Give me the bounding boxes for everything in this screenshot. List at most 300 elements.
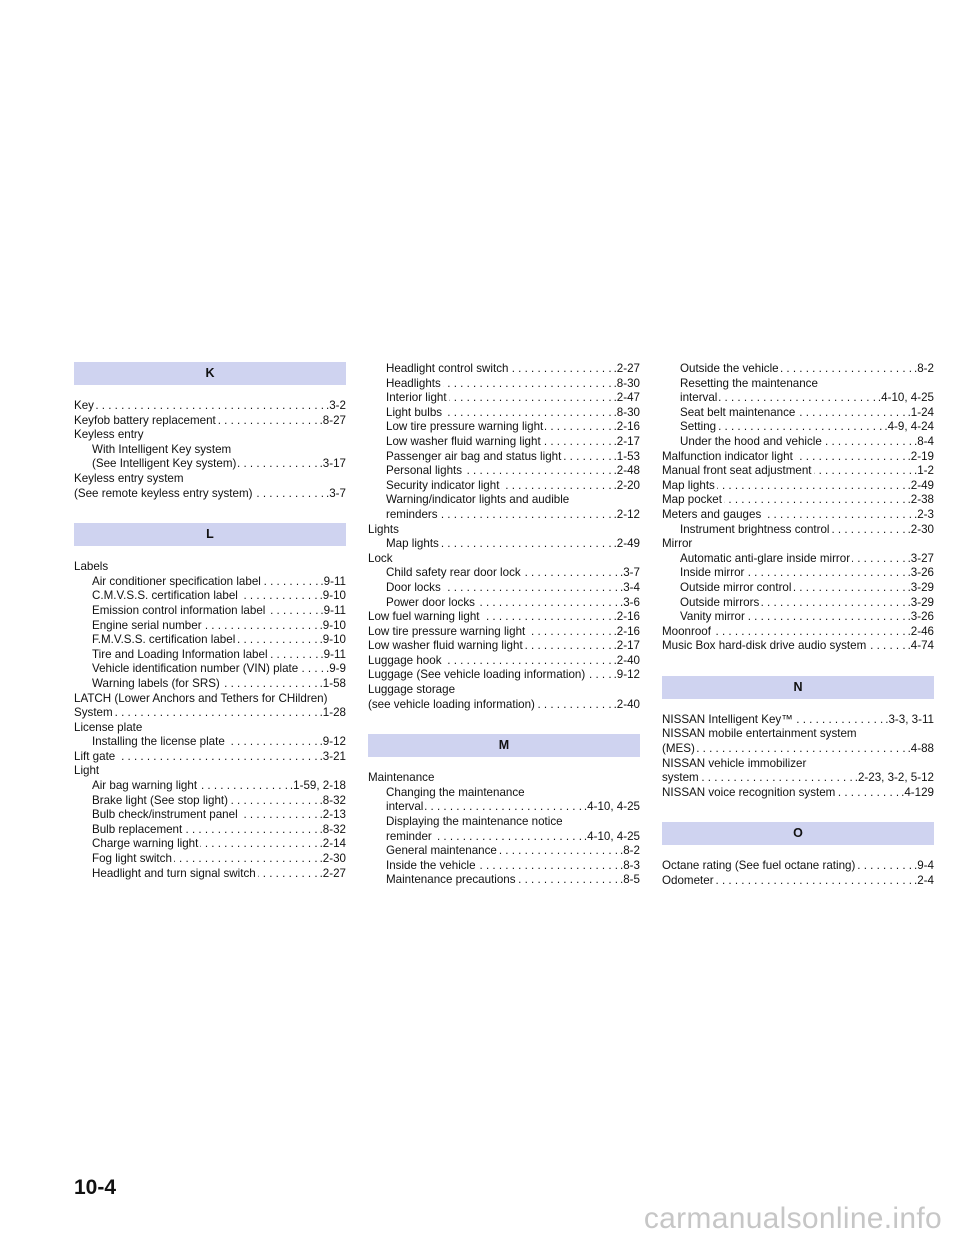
index-entry-page: .4-129 <box>901 785 934 799</box>
index-entry-page: .2-12 <box>613 507 640 521</box>
dot-leader <box>230 794 318 809</box>
index-heading: Light <box>74 764 100 778</box>
index-entry <box>368 625 640 640</box>
index-entry-label: interval <box>680 391 718 405</box>
index-entry <box>74 633 346 648</box>
index-entry-label: Low washer fluid warning light <box>386 434 541 448</box>
dot-leader <box>713 625 906 640</box>
index-entry <box>662 596 934 611</box>
dot-leader <box>716 874 912 889</box>
index-entry <box>662 406 934 421</box>
index-entry <box>662 610 934 625</box>
index-entry-label: NISSAN voice recognition system <box>662 785 836 799</box>
index-entry-page: .2-30 <box>319 852 346 866</box>
index-entry-page: .8-32 <box>319 822 346 836</box>
index-entry-page: .4-10, 4-25 <box>877 391 934 405</box>
index-heading: Lights <box>368 522 399 536</box>
index-entry-page: .2-30 <box>907 522 934 536</box>
index-entry <box>368 362 640 377</box>
dot-leader <box>258 867 318 882</box>
page-number: 10-4 <box>74 1176 117 1199</box>
index-entry <box>74 648 346 663</box>
index-heading: LATCH (Lower Anchors and Tethers for CHildren) <box>74 691 328 705</box>
section-letter-band: L <box>74 523 346 546</box>
index-entry <box>74 735 346 750</box>
dot-leader <box>184 823 317 838</box>
dot-leader <box>237 633 317 648</box>
index-entry-page: .9-10 <box>319 618 346 632</box>
dot-leader <box>543 435 612 450</box>
index-entry <box>74 399 346 414</box>
index-entry-label: C.M.V.S.S. certification label <box>92 589 238 603</box>
index-entry <box>662 581 934 596</box>
index-entry <box>368 435 640 450</box>
index-heading: NISSAN vehicle immobilizer <box>662 756 807 770</box>
index-entry-page: .2-40 <box>613 697 640 711</box>
index-entry-page: .2-40 <box>613 653 640 667</box>
index-entry-label: Child safety rear door lock <box>386 566 521 580</box>
index-heading: NISSAN mobile entertainment system <box>662 727 857 741</box>
index-entry-page: .8-5 <box>620 873 640 887</box>
dot-leader <box>199 779 288 794</box>
index-entry-page: .8-2 <box>620 844 640 858</box>
index-entry-page: .9-12 <box>319 735 346 749</box>
index-entry-label: Octane rating (See fuel octane rating) <box>662 859 856 873</box>
dot-leader <box>868 639 905 654</box>
index-entry <box>74 706 346 721</box>
index-entry-label: Bulb check/instrument panel <box>92 808 238 822</box>
dot-leader <box>832 523 906 538</box>
dot-leader <box>795 450 906 465</box>
index-entry <box>368 859 640 874</box>
index-entry-label: Personal lights <box>386 464 463 478</box>
index-entry-label: F.M.V.S.S. certification label <box>92 633 236 647</box>
index-entry <box>74 779 346 794</box>
index-entry <box>74 604 346 619</box>
index-entry-page: .2-4 <box>914 874 934 888</box>
dot-leader <box>478 859 618 874</box>
index-entry-page: .8-4 <box>914 434 934 448</box>
index-heading: With Intelligent Key system <box>92 442 232 456</box>
dot-leader <box>425 800 582 815</box>
index-entry <box>662 508 934 523</box>
index-entry-page: .2-14 <box>319 837 346 851</box>
index-entry-label: Headlights <box>386 376 441 390</box>
index-entry <box>662 786 934 801</box>
index-entry <box>662 639 934 654</box>
index-entry <box>74 677 346 692</box>
index-entry <box>368 830 640 845</box>
dot-leader <box>724 493 906 508</box>
index-entry <box>368 654 640 669</box>
dot-leader <box>797 406 905 421</box>
index-entry <box>368 450 640 465</box>
dot-leader <box>300 662 324 677</box>
index-entry-page: .2-27 <box>319 866 346 880</box>
index-entry <box>368 508 640 523</box>
dot-leader <box>449 391 612 406</box>
index-heading: Keyless entry <box>74 428 144 442</box>
index-entry-page: .2-16 <box>613 420 640 434</box>
index-entry <box>368 800 640 815</box>
index-heading: Maintenance <box>368 771 435 785</box>
dot-leader <box>270 648 319 663</box>
dot-leader <box>444 406 611 421</box>
index-entry-label: Under the hood and vehicle <box>680 434 822 448</box>
section-letter-band: M <box>368 734 640 757</box>
index-entry-label: Music Box hard-disk drive audio system <box>662 639 867 653</box>
index-entry <box>74 662 346 677</box>
index-entry <box>662 420 934 435</box>
index-entry-label: Security indicator light <box>386 478 500 492</box>
index-entry <box>368 639 640 654</box>
dot-leader <box>204 619 318 634</box>
index-entry-page: .9-11 <box>320 603 346 617</box>
index-entry-label: Automatic anti-glare inside mirror <box>680 551 851 565</box>
index-heading: Resetting the maintenance <box>680 376 818 390</box>
dot-leader <box>254 487 324 502</box>
index-entry-page: .8-3 <box>620 858 640 872</box>
index-entry <box>74 808 346 823</box>
index-entry-label: Key <box>74 399 94 412</box>
index-entry <box>662 566 934 581</box>
index-entry-page: .1-53 <box>613 449 640 463</box>
index-entry-label: (See Intelligent Key system) <box>92 457 237 471</box>
index-entry-page: .9-4 <box>914 859 934 873</box>
index-entry-label: Map lights <box>662 478 715 492</box>
index-entry-label: reminders <box>386 507 438 521</box>
index-entry-label: Engine serial number <box>92 618 202 632</box>
index-entry-label: Malfunction indicator light <box>662 449 793 463</box>
index-entry-label: reminder <box>386 829 432 843</box>
index-entry-label: Map pocket <box>662 493 722 507</box>
index-entry-label: Manual front seat adjustment <box>662 464 812 478</box>
index-entry-page: .4-88 <box>907 742 934 756</box>
index-entry-label: Fog light switch <box>92 852 172 866</box>
index-entry <box>368 566 640 581</box>
index-entry-label: Inside the vehicle <box>386 858 476 872</box>
dot-leader <box>174 852 318 867</box>
index-entry-label: Outside mirror control <box>680 580 792 594</box>
index-entry-page: .3-26 <box>907 610 934 624</box>
index-entry-page: .3-4 <box>620 580 640 594</box>
dot-leader <box>440 508 612 523</box>
dot-leader <box>117 750 317 765</box>
index-entry-label: Light bulbs <box>386 405 443 419</box>
index-entry <box>74 794 346 809</box>
dot-leader <box>518 873 618 888</box>
index-entry-label: Installing the license plate <box>92 735 225 749</box>
index-entry-page: .9-11 <box>320 574 346 588</box>
index-entry <box>74 487 346 502</box>
dot-leader <box>240 808 318 823</box>
dot-leader <box>527 625 611 640</box>
index-entry-page: .4-9, 4-24 <box>884 420 934 434</box>
dot-leader <box>852 552 905 567</box>
index-entry-page: .9-10 <box>319 633 346 647</box>
index-entry-page: .3-7 <box>620 566 640 580</box>
dot-leader <box>701 771 853 786</box>
index-entry <box>368 420 640 435</box>
index-heading: Displaying the maintenance notice <box>386 815 563 829</box>
index-entry-page: .2-27 <box>613 362 640 375</box>
index-entry-page: .8-32 <box>319 793 346 807</box>
dot-leader <box>200 837 317 852</box>
index-entry-page: .2-17 <box>613 434 640 448</box>
dot-leader <box>499 844 618 859</box>
index-entry-page: .2-17 <box>613 639 640 653</box>
index-entry-page: .3-7 <box>326 486 346 500</box>
dot-leader <box>464 464 612 479</box>
index-entry-page: .9-9 <box>326 662 346 676</box>
index-entry <box>368 537 640 552</box>
index-entry-label: Maintenance precautions <box>386 873 516 887</box>
index-entry-label: Meters and gauges <box>662 507 762 521</box>
index-entry-label: System <box>74 706 113 720</box>
dot-leader <box>218 414 318 429</box>
index-entry <box>74 619 346 634</box>
index-entry <box>662 362 934 377</box>
index-entry-label: Emission control information label <box>92 603 266 617</box>
index-entry <box>74 589 346 604</box>
dot-leader <box>267 604 318 619</box>
index-entry <box>368 479 640 494</box>
index-entry <box>662 742 934 757</box>
index-heading: Changing the maintenance <box>386 785 525 799</box>
index-entry <box>368 596 640 611</box>
index-entry <box>368 377 640 392</box>
index-column-2 <box>368 362 640 888</box>
index-entry-label: Outside the vehicle <box>680 362 779 375</box>
index-entry-label: Setting <box>680 420 717 434</box>
index-entry-page: .2-47 <box>613 391 640 405</box>
index-entry <box>662 391 934 406</box>
index-entry-page: .8-27 <box>319 413 346 427</box>
index-entry-label: Tire and Loading Information label <box>92 647 268 661</box>
watermark: carmanualsonline.info <box>643 1202 942 1235</box>
index-entry <box>662 771 934 786</box>
index-heading: License plate <box>74 720 143 734</box>
index-entry-page: .2-49 <box>907 478 934 492</box>
index-entry-page: .2-48 <box>613 464 640 478</box>
index-entry-label: Warning labels (for SRS) <box>92 676 220 690</box>
index-entry-label: Power door locks <box>386 595 475 609</box>
dot-leader <box>795 713 883 728</box>
index-entry-label: Headlight and turn signal switch <box>92 866 256 880</box>
dot-leader <box>444 654 612 669</box>
index-entry <box>368 698 640 713</box>
index-entry <box>368 391 640 406</box>
index-entry <box>662 552 934 567</box>
dot-leader <box>857 859 912 874</box>
index-column-1 <box>74 362 346 881</box>
index-entry <box>74 852 346 867</box>
index-entry-label: interval <box>386 800 424 814</box>
index-heading: Labels <box>74 560 109 574</box>
index-entry-page: .2-46 <box>907 624 934 638</box>
index-entry-label: Map lights <box>386 537 439 551</box>
index-entry-page: .3-2 <box>326 399 346 412</box>
index-entry-label: (See remote keyless entry system) <box>74 486 253 500</box>
index-entry-label: Door locks <box>386 580 441 594</box>
dot-leader <box>717 479 906 494</box>
index-entry-label: General maintenance <box>386 844 497 858</box>
index-entry <box>74 837 346 852</box>
index-entry-label: Outside mirrors <box>680 595 760 609</box>
index-entry-label: Air conditioner specification label <box>92 574 261 588</box>
index-entry-page: .9-12 <box>613 668 640 682</box>
index-entry-page: .2-16 <box>613 624 640 638</box>
index-entry-label: Keyfob battery replacement <box>74 413 216 427</box>
dot-leader <box>443 377 612 392</box>
index-entry-page: .2-38 <box>907 493 934 507</box>
index-entry-label: Inside mirror <box>680 566 745 580</box>
dot-leader <box>719 391 876 406</box>
index-entry <box>368 464 640 479</box>
index-entry <box>368 406 640 421</box>
index-entry-label: Instrument brightness control <box>680 522 830 536</box>
index-entry <box>662 874 934 889</box>
dot-leader <box>781 362 912 377</box>
dot-leader <box>587 668 611 683</box>
index-entry-page: .2-19 <box>907 449 934 463</box>
index-heading: Lock <box>368 551 393 565</box>
dot-leader <box>501 479 611 494</box>
index-entry <box>662 523 934 538</box>
index-entry <box>368 873 640 888</box>
index-entry-page: .2-23, 3-2, 5-12 <box>854 771 934 785</box>
index-entry-page: .1-24 <box>907 405 934 419</box>
index-entry-label: Luggage (See vehicle loading information) <box>368 668 586 682</box>
index-entry-page: .3-29 <box>907 595 934 609</box>
index-entry <box>368 610 640 625</box>
dot-leader <box>718 420 882 435</box>
dot-leader <box>793 581 905 596</box>
index-entry <box>74 750 346 765</box>
index-entry-page: .3-21 <box>319 749 346 763</box>
dot-leader <box>746 566 905 581</box>
dot-leader <box>537 698 612 713</box>
index-entry-label: Low washer fluid warning light <box>368 639 523 653</box>
index-entry-page: .9-10 <box>319 589 346 603</box>
dot-leader <box>763 508 912 523</box>
dot-leader <box>434 830 582 845</box>
index-entry-label: (MES) <box>662 742 695 756</box>
dot-leader <box>545 420 611 435</box>
dot-leader <box>482 610 612 625</box>
index-entry-label: Low tire pressure warning light <box>386 420 544 434</box>
index-entry <box>662 464 934 479</box>
index-entry <box>74 457 346 472</box>
dot-leader <box>263 575 319 590</box>
index-entry-page: .4-10, 4-25 <box>583 829 640 843</box>
index-entry-page: .1-58 <box>319 676 346 690</box>
index-entry-page: .8-30 <box>613 376 640 390</box>
dot-leader <box>510 362 611 377</box>
dot-leader <box>238 457 317 472</box>
index-entry <box>368 581 640 596</box>
dot-leader <box>761 596 905 611</box>
index-heading: Luggage storage <box>368 683 456 697</box>
index-entry <box>368 844 640 859</box>
index-entry-page: .4-10, 4-25 <box>583 800 640 814</box>
index-entry-label: Bulb replacement <box>92 822 183 836</box>
index-entry-page: .3-29 <box>907 580 934 594</box>
index-entry-page: .8-2 <box>914 362 934 375</box>
index-entry <box>74 823 346 838</box>
index-entry-label: Passenger air bag and status light <box>386 449 562 463</box>
index-entry-page: .1-2 <box>914 464 934 478</box>
index-entry <box>74 867 346 882</box>
dot-leader <box>523 566 618 581</box>
dot-leader <box>814 464 913 479</box>
index-entry-page: .2-13 <box>319 808 346 822</box>
index-entry-label: Lift gate <box>74 749 116 763</box>
index-column-3 <box>662 362 934 889</box>
dot-leader <box>824 435 912 450</box>
dot-leader <box>477 596 618 611</box>
dot-leader <box>525 639 612 654</box>
index-entry-label: Vehicle identification number (VIN) plate <box>92 662 299 676</box>
index-entry-label: Low fuel warning light <box>368 610 480 624</box>
section-letter-band: K <box>74 362 346 385</box>
index-entry-page: .3-3, 3-11 <box>885 712 934 726</box>
index-entry-page: .2-49 <box>613 537 640 551</box>
index-heading: Keyless entry system <box>74 471 184 485</box>
index-heading: Warning/indicator lights and audible <box>386 493 570 507</box>
index-entry <box>662 479 934 494</box>
index-entry-label: Moonroof <box>662 624 711 638</box>
index-entry-page: .2-20 <box>613 478 640 492</box>
index-entry-label: Seat belt maintenance <box>680 405 796 419</box>
section-letter-band: O <box>662 822 934 845</box>
index-entry <box>662 859 934 874</box>
dot-leader <box>240 589 318 604</box>
index-entry-page: .3-6 <box>620 595 640 609</box>
index-entry-label: Charge warning light <box>92 837 199 851</box>
index-entry <box>74 414 346 429</box>
index-entry-page: .3-27 <box>907 551 934 565</box>
index-entry-page: .2-16 <box>613 610 640 624</box>
index-entry <box>662 450 934 465</box>
dot-leader <box>222 677 318 692</box>
dot-leader <box>563 450 611 465</box>
index-entry-label: NISSAN Intelligent Key™ <box>662 712 793 726</box>
dot-leader <box>115 706 318 721</box>
index-entry-label: Air bag warning light <box>92 779 198 793</box>
index-entry-label: (see vehicle loading information) <box>368 697 535 711</box>
index-entry <box>662 435 934 450</box>
index-entry <box>74 575 346 590</box>
index-entry-label: Vanity mirror <box>680 610 745 624</box>
index-entry-label: Luggage hook <box>368 653 442 667</box>
index-entry-page: .9-11 <box>320 647 346 661</box>
dot-leader <box>837 786 899 801</box>
index-entry-label: Odometer <box>662 874 714 888</box>
dot-leader <box>441 537 612 552</box>
index-entry-label: Brake light (See stop light) <box>92 793 228 807</box>
index-entry-page: .1-28 <box>319 706 346 720</box>
dot-leader <box>697 742 906 757</box>
index-entry-page: .8-30 <box>613 405 640 419</box>
index-entry-page: .2-3 <box>914 507 934 521</box>
index-entry-page: .1-59, 2-18 <box>289 779 346 793</box>
index-entry <box>662 713 934 728</box>
index-entry-label: Interior light <box>386 391 447 405</box>
index-entry-page: .3-26 <box>907 566 934 580</box>
index-entry-label: Low tire pressure warning light <box>368 624 526 638</box>
index-entry <box>662 493 934 508</box>
